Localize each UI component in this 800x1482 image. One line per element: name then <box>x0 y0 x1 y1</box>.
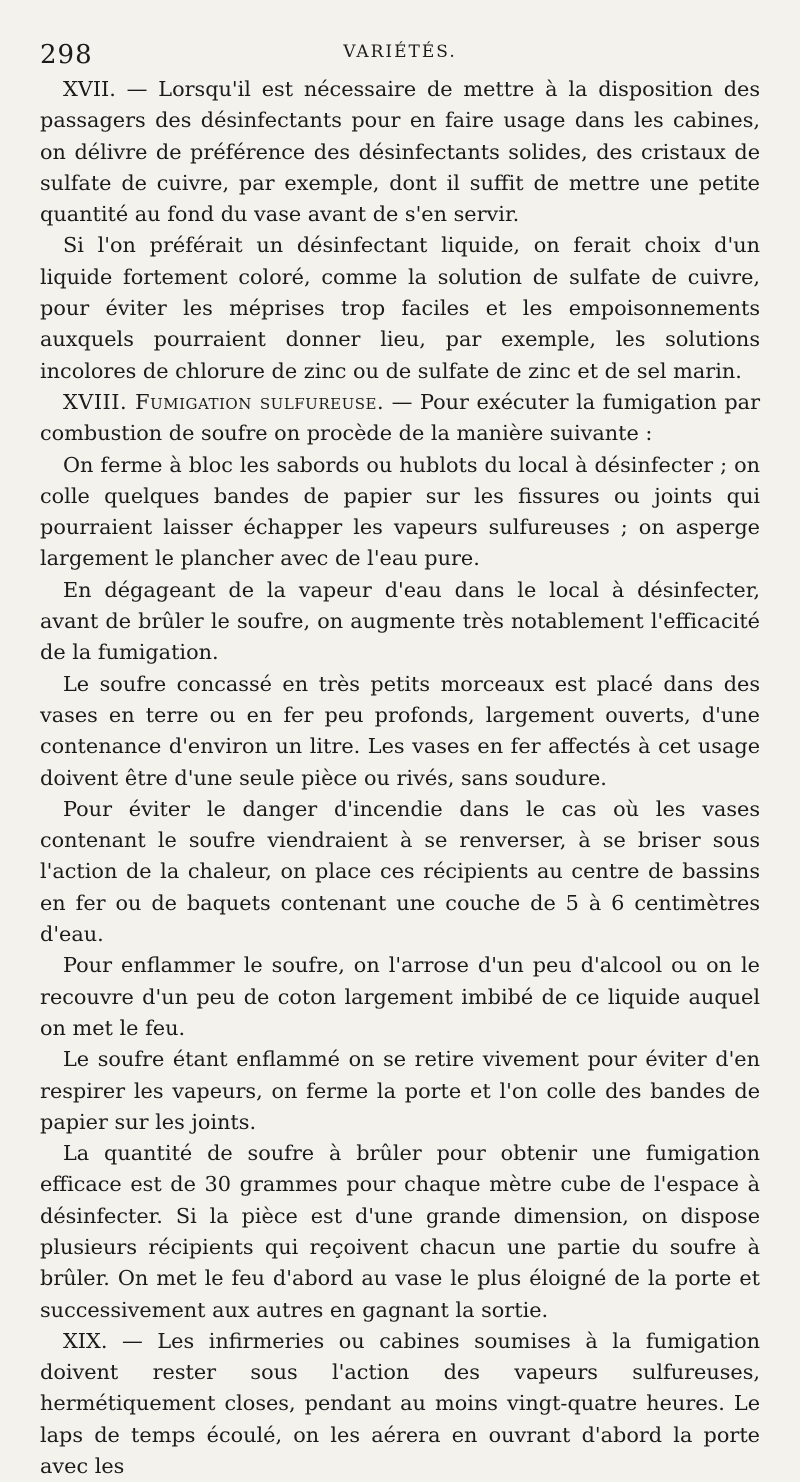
running-head: VARIÉTÉS. <box>343 42 457 62</box>
paragraph-xix: XIX. — Les infirmeries ou cabines soumises à la fumigation doivent rester sous l'action des vapeurs sulfureuses, hermétiquement closes, pendant au moins vingt-quatre heures. Le laps de temps écoulé, on les aérera en ouvrant d'abord la porte avec les <box>40 1328 760 1479</box>
paragraph: Pour enflammer le soufre, on l'arrose d'un peu d'alcool ou on le recouvre d'un peu de coton largement imbibé de ce liquide auquel on met le feu. <box>40 953 760 1040</box>
section-heading: XVIII. Fumigation sulfureuse. <box>63 389 385 414</box>
page-body <box>40 74 760 1482</box>
paragraph: En dégageant de la vapeur d'eau dans le local à désinfecter, avant de brûler le soufre, on augmente très notablement l'efficacité de la fumigation. <box>40 577 760 665</box>
paragraph-xvii: XVII. — Lorsqu'il est nécessaire de mettre à la disposition des passagers des désinfectants pour en faire usage dans les cabines, on délivre de préférence des désinfectants solides, des cristaux de sulfate de cuivre, par exemple, dont il suffit de mettre une petite quantité au fond du vase avant de s'en servir. <box>40 77 760 227</box>
paragraph: La quantité de soufre à brûler pour obtenir une fumigation efficace est de 30 grammes pour chaque mètre cube de l'espace à désinfecter. Si la pièce est d'une grande dimension, on dispose plusieurs récipients qui reçoivent chacun une partie du soufre à brûler. On met le feu d'abord au vase le plus éloigné de la porte et successivement aux autres en gagnant la sortie. <box>40 1141 760 1322</box>
page-header <box>40 30 760 74</box>
paragraph-xviii: XVIII. Fumigation sulfureuse. — Pour exécuter la fumigation par combustion de soufre on procède de la manière suivante : <box>40 389 761 446</box>
paragraph: Le soufre étant enflammé on se retire vivement pour éviter d'en respirer les vapeurs, on ferme la porte et l'on colle des bandes de papier sur les joints. <box>40 1047 760 1134</box>
paragraph: Le soufre concassé en très petits morceaux est placé dans des vases en terre ou en fer peu profonds, largement ouverts, d'une contenance d'environ un litre. Les vases en fer affectés à cet usage doivent être d'une seule pièce ou rivés, sans soudure. <box>40 671 760 790</box>
paragraph: On ferme à bloc les sabords ou hublots du local à désinfecter ; on colle quelques bandes de papier sur les fissures ou joints qui pourraient laisser échapper les vapeurs sulfureuses ; on asperge largement le plancher avec de l'eau pure. <box>40 452 760 571</box>
paragraph: Pour éviter le danger d'incendie dans le cas où les vases contenant le soufre viendraient à se renverser, à se briser sous l'action de la chaleur, on place ces récipients au centre de bassins en fer ou de baquets contenant une couche de 5 à 6 centimètres d'eau. <box>40 796 760 947</box>
paragraph: Si l'on préférait un désinfectant liquide, on ferait choix d'un liquide fortement coloré, comme la solution de sulfate de cuivre, pour éviter les méprises trop faciles et les empoisonnements auxquels pourraient donner lieu, par exemple, les solutions incolores de chlorure de zinc ou de sulfate de zinc et de sel marin. <box>40 233 760 383</box>
page-number: 298 <box>40 40 93 70</box>
